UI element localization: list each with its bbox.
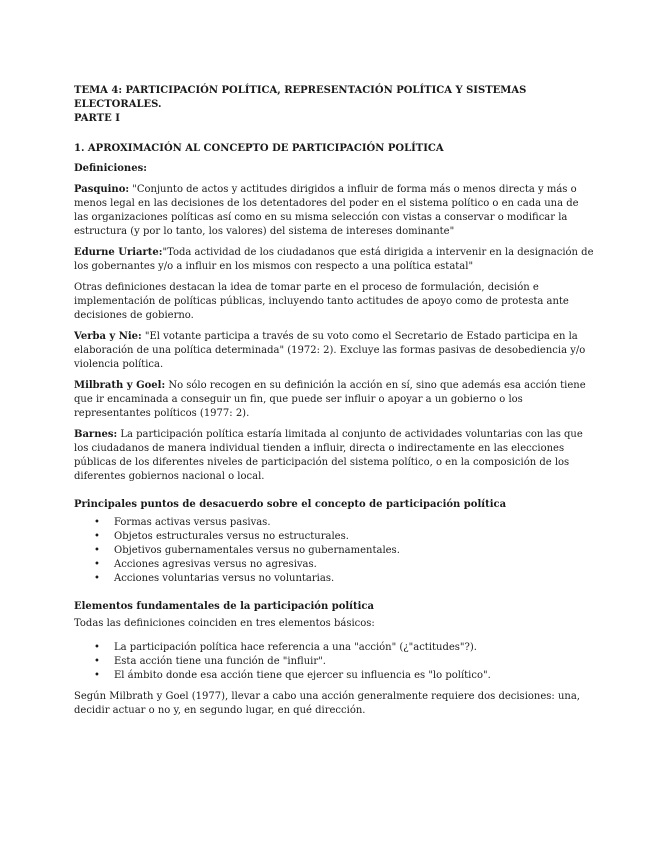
document-title xyxy=(74,84,594,126)
definition-author: Milbrath y Goel: xyxy=(74,380,166,391)
title-line-2: PARTE I xyxy=(74,113,120,124)
definition-text: La participación política estaría limitada al conjunto de actividades voluntarias con las que los ciudadanos de manera individual tienden a influir, directa o indirectamente en las elecciones públicas de los diferentes niveles de participación del sistema político, o en la composición de los diferentes gobiernos nacional o local. xyxy=(74,429,583,482)
list-item: • El ámbito donde esa acción tiene que ejercer su influencia es "lo político". xyxy=(74,669,594,683)
list-item: • Esta acción tiene una función de "influir". xyxy=(74,655,594,669)
definition-barnes xyxy=(74,428,594,484)
definition-text: "El votante participa a través de su voto como el Secretario de Estado participa en la elaboración de una política determinada" (1972: 2). Excluye las formas pasivas de desobediencia y/o violencia política. xyxy=(74,331,586,370)
list-item: • Acciones voluntarias versus no voluntarias. xyxy=(74,572,594,586)
definition-author: Pasquino: xyxy=(74,184,130,195)
list-item: • Acciones agresivas versus no agresivas. xyxy=(74,558,594,572)
elements-list xyxy=(74,641,594,683)
title-line-1: TEMA 4: PARTICIPACIÓN POLÍTICA, REPRESENTACIÓN POLÍTICA Y SISTEMAS ELECTORALES. xyxy=(74,85,527,110)
list-item: • Objetos estructurales versus no estructurales. xyxy=(74,530,594,544)
disagreement-heading: Principales puntos de desacuerdo sobre el concepto de participación política xyxy=(74,499,507,510)
definition-author: Barnes: xyxy=(74,429,118,440)
definitions-heading: Definiciones: xyxy=(74,163,147,174)
list-item: • La participación política hace referencia a una "acción" (¿"actitudes"?). xyxy=(74,641,594,655)
definition-text: No sólo recogen en su definición la acción en sí, sino que además esa acción tiene que ir encaminada a conseguir un fin, que puede ser influir o apoyar a un gobierno o los representantes políticos (1977: 2). xyxy=(74,380,586,419)
definition-milbrath-goel xyxy=(74,379,594,421)
other-definitions-paragraph: Otras definiciones destacan la idea de tomar parte en el proceso de formulación, decisión e implementación de políticas públicas, incluyendo tanto actitudes de apoyo como de protesta ante decisiones de gobierno. xyxy=(74,282,569,321)
definition-text: "Toda actividad de los ciudadanos que está dirigida a intervenir en la designación de los gobernantes y/o a influir en los mismos con respecto a una política estatal" xyxy=(74,247,594,272)
closing-paragraph: Según Milbrath y Goel (1977), llevar a cabo una acción generalmente requiere dos decisiones: una, decidir actuar o no y, en segundo lugar, en qué dirección. xyxy=(74,691,580,716)
list-item: • Objetivos gubernamentales versus no gubernamentales. xyxy=(74,544,594,558)
list-item: • Formas activas versus pasivas. xyxy=(74,516,594,530)
definition-author: Edurne Uriarte: xyxy=(74,247,163,258)
section-heading: 1. APROXIMACIÓN AL CONCEPTO DE PARTICIPACIÓN POLÍTICA xyxy=(74,143,444,154)
definition-uriarte xyxy=(74,246,594,274)
elements-intro: Todas las definiciones coinciden en tres elementos básicos: xyxy=(74,618,375,629)
definition-text: "Conjunto de actos y actitudes dirigidos a influir de forma más o menos directa y más o menos legal en las decisiones de los detentadores del poder en el sistema político o en cada una de las organizaciones políticas así como en su misma selección con vistas a conservar o modificar la estructura (y por lo tanto, los valores) del sistema de intereses dominante" xyxy=(74,184,579,237)
disagreement-list xyxy=(74,516,594,586)
definition-pasquino xyxy=(74,183,594,239)
definition-verba-nie xyxy=(74,330,594,372)
document-page xyxy=(74,84,594,718)
elements-heading: Elementos fundamentales de la participación política xyxy=(74,601,374,612)
definition-author: Verba y Nie: xyxy=(74,331,142,342)
